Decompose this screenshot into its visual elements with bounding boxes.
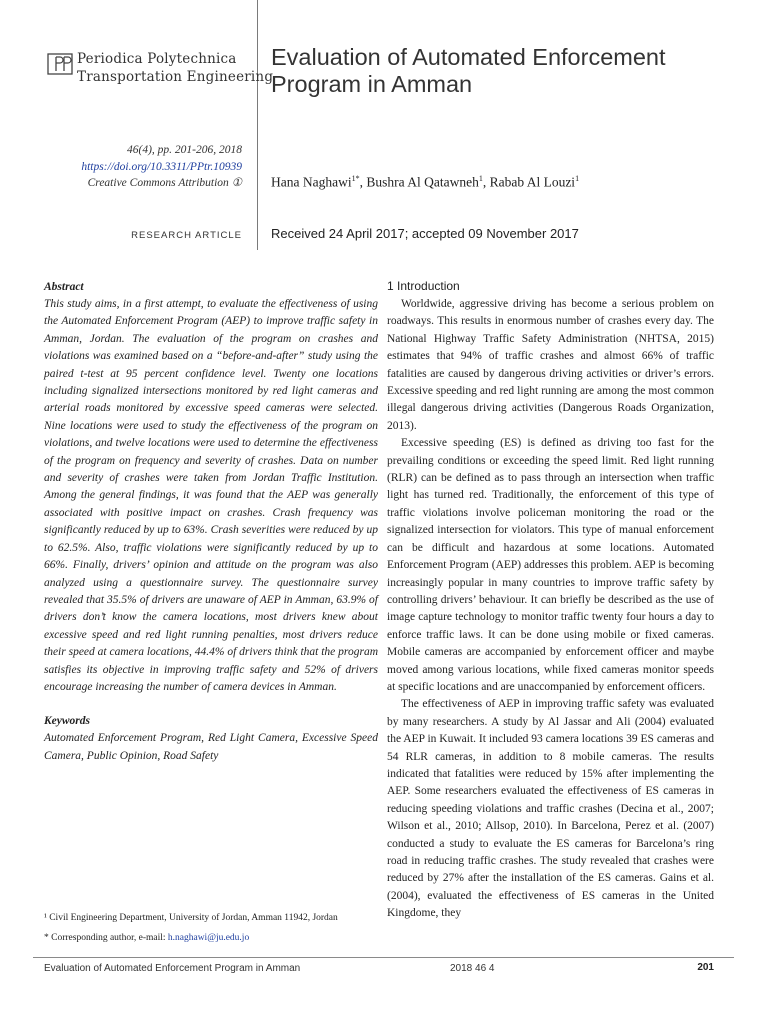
citation: 46(4), pp. 201-206, 2018 bbox=[127, 144, 242, 156]
paragraph: Excessive speeding (ES) is defined as driving too fast for the prevailing conditions or exceeding the speed limit. Red light running (RLR) can be defined as to pass through an intersection when traffic light has turned red. Traditionally, the enforcement of this type of traffic violations involve policeman monitoring the road or the signalized intersection for violators. This type of manual enforcement can be difficult and hazardous at some locations. Automated Enforcement Program (AEP) addresses this problem. AEP is becoming increasingly popular in many countries to improve traffic safety by controlling drivers’ behaviour. It can briefly be described as the use of image capture technology to monitor traffic twenty four hours a day to enforce traffic laws. It can be done using mobile or fixed cameras. Mobile cameras are accompanied by enforcement officer and maybe moved among various locations, while fixed cameras monitor speeds at specific locations and are unaccompanied by enforcement officers. bbox=[387, 437, 714, 693]
author-list: Hana Naghawi$^{1*}$, Bushra Al Qatawneh$^1$, Rabab Al Louzi$^1$ bbox=[271, 174, 580, 190]
doi-link[interactable]: https://doi.org/10.3311/PPtr.10939 bbox=[81, 160, 242, 173]
author-affil: 1* bbox=[351, 174, 360, 183]
author-name: Bushra Al Qatawneh bbox=[366, 174, 479, 190]
author-affil: 1 bbox=[575, 174, 580, 183]
article-type: RESEARCH ARTICLE bbox=[131, 230, 242, 241]
article-title-line1: Evaluation of Automated Enforcement bbox=[271, 44, 666, 70]
article-meta bbox=[40, 142, 242, 192]
pp-logo-icon bbox=[47, 53, 73, 75]
introduction-column bbox=[387, 278, 714, 923]
corresponding-prefix: * Corresponding author, e-mail: bbox=[44, 933, 166, 943]
journal-name-line1: Periodica Polytechnica bbox=[77, 51, 237, 67]
abstract-text: This study aims, in a first attempt, to evaluate the effectiveness of using the Automated Enforcement Program (AEP) to improve traffic safety in Amman, Jordan. The evaluation of the program on crashes and violations was examined based on a “before-and-after” study using the paired t-test at 95 percent confidence level. Twenty one locations including signalized intersections monitored by red light cameras and arterial roads monitored by excessive speed cameras were selected. Nine locations were used to study the effectiveness of the program on violations, and twelve locations were used to determine the effectiveness of the program on frequency and severity of crashes. Data on number and severity of crashes were taken from Jordan Traffic Institution. Among the general findings, it was found that the AEP was generally associated with positive impact on crashes. Crash frequency was significantly reduced by up to 63%. Crash severities were reduced by up to 62.5%. Also, traffic violations were significantly reduced by up to 66%. Finally, drivers’ opinion and attitude on the program was also analyzed using a questionnaire survey. The questionnaire survey revealed that 35.5% of drivers are unaware of AEP in Amman, 63.9% of drivers don’t know the camera locations, most drivers knew about excessive speed and red light running penalties, most drivers reduce their speed at camera locations, 44.4% of drivers think that the program satisfies its objective in improving traffic safety and 52% of drivers encourage increasing the number of camera devices in Amman. bbox=[44, 298, 378, 693]
footnotes bbox=[44, 908, 378, 948]
footer-title: Evaluation of Automated Enforcement Program in Amman bbox=[44, 963, 301, 974]
section-heading: 1 Introduction bbox=[387, 279, 460, 293]
author-affil: 1 bbox=[478, 174, 483, 183]
abstract-heading: Abstract bbox=[44, 281, 84, 293]
page-number: 201 bbox=[697, 962, 714, 973]
journal-name-line2: Transportation Engineering bbox=[77, 69, 274, 85]
footer-issue: 2018 46 4 bbox=[450, 963, 495, 974]
article-title bbox=[271, 44, 751, 98]
cc-by-icon: ① bbox=[231, 177, 242, 189]
article-title-line2: Program in Amman bbox=[271, 71, 473, 97]
received-dates: Received 24 April 2017; accepted 09 November 2017 bbox=[271, 226, 579, 241]
abstract-column bbox=[44, 279, 378, 765]
license bbox=[40, 175, 242, 192]
paragraph: Worldwide, aggressive driving has become a serious problem on roadways. This results in enormous number of crashes every day. The National Highway Traffic Safety Administration (NHTSA, 2015) estimates that 94% of traffic crashes and almost 66% of traffic fatalities are caused by dangerous driving activities or driver’s errors. Excessive speeding and red light running are among the most common illegal dangerous driving activities (Dangerous Roads Organization, 2013). bbox=[387, 298, 714, 432]
license-text: Creative Commons Attribution bbox=[87, 177, 229, 189]
email-link[interactable]: h.naghawi@ju.edu.jo bbox=[167, 933, 250, 943]
footer-divider bbox=[33, 957, 734, 958]
keywords-text: Automated Enforcement Program, Red Light Camera, Excessive Speed Camera, Public Opinion, Road Safety bbox=[44, 732, 378, 762]
author-name: Rabab Al Louzi bbox=[489, 174, 576, 190]
affiliation-footnote: ¹ Civil Engineering Department, University of Jordan, Amman 11942, Jordan bbox=[44, 913, 338, 923]
author-name: Hana Naghawi bbox=[271, 174, 352, 190]
keywords-heading: Keywords bbox=[44, 715, 90, 728]
corresponding-footnote bbox=[44, 928, 378, 948]
paragraph: The effectiveness of AEP in improving traffic safety was evaluated by many researchers. A study by Al Jassar and Ali (2004) evaluated the AEP in Kuwait. It included 93 camera locations 39 ES cameras and 54 RLR cameras, in addition to 8 mobile cameras. The results indicated that fatalities were reduced by 15% after implementing the AEP. Some researchers evaluated the effectiveness of ES cameras in reducing speeding violations and traffic crashes (Decina et al., 2007; Wilson et al., 2010; Allsop, 2010). In Barcelona, Perez et al. (2007) conducted a study to evaluate the ES cameras for Barcelona’s ring road in reducing traffic crashes. The study revealed that crashes were reduced by 27% after the installation of the ES cameras. Gains et al. (2004), evaluated the effectiveness of ES cameras in the United Kingdome, they bbox=[387, 698, 714, 920]
header-divider bbox=[257, 0, 258, 250]
